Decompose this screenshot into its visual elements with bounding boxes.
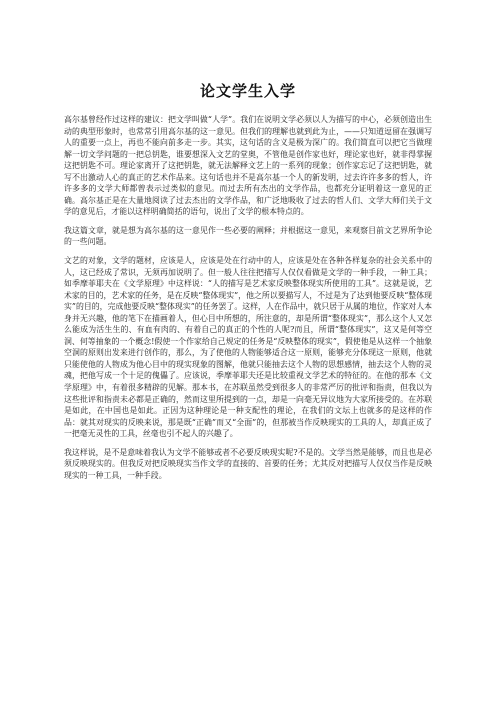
document-title: 论文学生入学 — [199, 82, 296, 100]
paragraph-1: 高尔基曾经作过这样的建议：把文学叫做“人学”。我们在说明文学必须以人为描写的中心，必须创造出生动的典型形象时，也常常引用高尔基的这一意见。但我们的理解也就到此为止，——只知道逗留在强调写人的重要一点上，再也不能向前多走一步。其实，这句话的含义是极为深广的。我们简直可以把它当做理解一切文学问题的一把总钥匙，谁要想深入文艺的堂奥，不管他是创作家也好，理论家也好，就非得掌握这把钥匙不可。理论家离开了这把钥匙，就无法解释文艺上的一系列的现象；创作家忘记了这把钥匙，就写不出激动人心的真正的艺术作品来。这句话也并不是高尔基一个人的新发明，过去许许多多的哲人，许许多多的文学大师都曾表示过类似的意见。而过去所有杰出的文学作品，也都充分证明着这一意见的正确。高尔基正是在大量地阅读了过去杰出的文学作品，和广泛地吸收了过去的哲人们、文学大师们关于文学的意见后，才能以这样明确简括的语句，说出了文学的根本特点的。 — [64, 115, 432, 217]
document-body — [64, 114, 432, 488]
paragraph-3: 文艺的对象，文学的题材，应该是人，应该是处在行动中的人，应该是处在各种各样复杂的社会关系中的人，这已经成了常识，无须再加说明了。但一般人往往把描写人仅仅看做是文学的一种手段，一种工具；如季摩菲耶夫在《文学原理》中这样说：“人的描写是艺术家反映整体现实所使用的工具”。这就是说，艺术家的目的，艺术家的任务，是在反映“整体现实”，他之所以要描写人，不过是为了达到他要反映“整体现实”的目的，完成他要反映“整体现实”的任务罢了。这样，人在作品中，就只居于从属的地位，作家对人本身并无兴趣，他的笔下在描画着人，但心目中所想的，所注意的，却是所谓“整体现实”，那么这个人又怎么能成为活生生的、有血有肉的、有着自己的真正的个性的人呢?而且，所谓“整体现实”，这又是何等空洞、何等抽象的一个概念!假使一个作家给自己规定的任务是“反映整体的现实”，假使他是从这样一个抽象空洞的原则出发来进行创作的，那么，为了使他的人物能够适合这一原则，能够充分体现这一原则，他就只能使他的人物成为他心目中的现实现象的图解，他就只能抽去这个人物的思想感情，抽去这个人物的灵魂，把他写成一个十足的傀儡了。应该说，季摩菲耶夫还是比较重视文学艺术的特征的。在他的那本《文学原理》中，有着很多精辟的见解。那本书，在苏联虽然受到很多人的非常严厉的批评和指责，但我以为这些批评和指责未必都是正确的，然而这里所提到的一点，却是一向毫无异议地为大家所接受的。在苏联是如此，在中国也是如此。正因为这种理论是一种支配性的理论，在我们的文坛上也就多的是这样的作品：就其对现实的反映来说，那是既“正确”而又“全面”的，但那被当作反映现实的工具的人，却真正成了一把毫无灵性的工具，丝毫也引不起人的兴趣了。 — [64, 256, 432, 439]
paragraph-4: 我这样说，是不是意味着我认为文学不能够或者不必要反映现实呢?不是的。文学当然是能够，而且也是必须反映现实的。但我反对把反映现实当作文学的直接的、首要的任务；尤其反对把描写人仅仅当作是反映现实的一种工具，一种手段。 — [64, 447, 432, 480]
paragraph-2: 我这篇文章，就是想为高尔基的这一意见作一些必要的阐释；并根据这一意见，来观察目前文艺界所争论的一些问题。 — [64, 225, 432, 247]
